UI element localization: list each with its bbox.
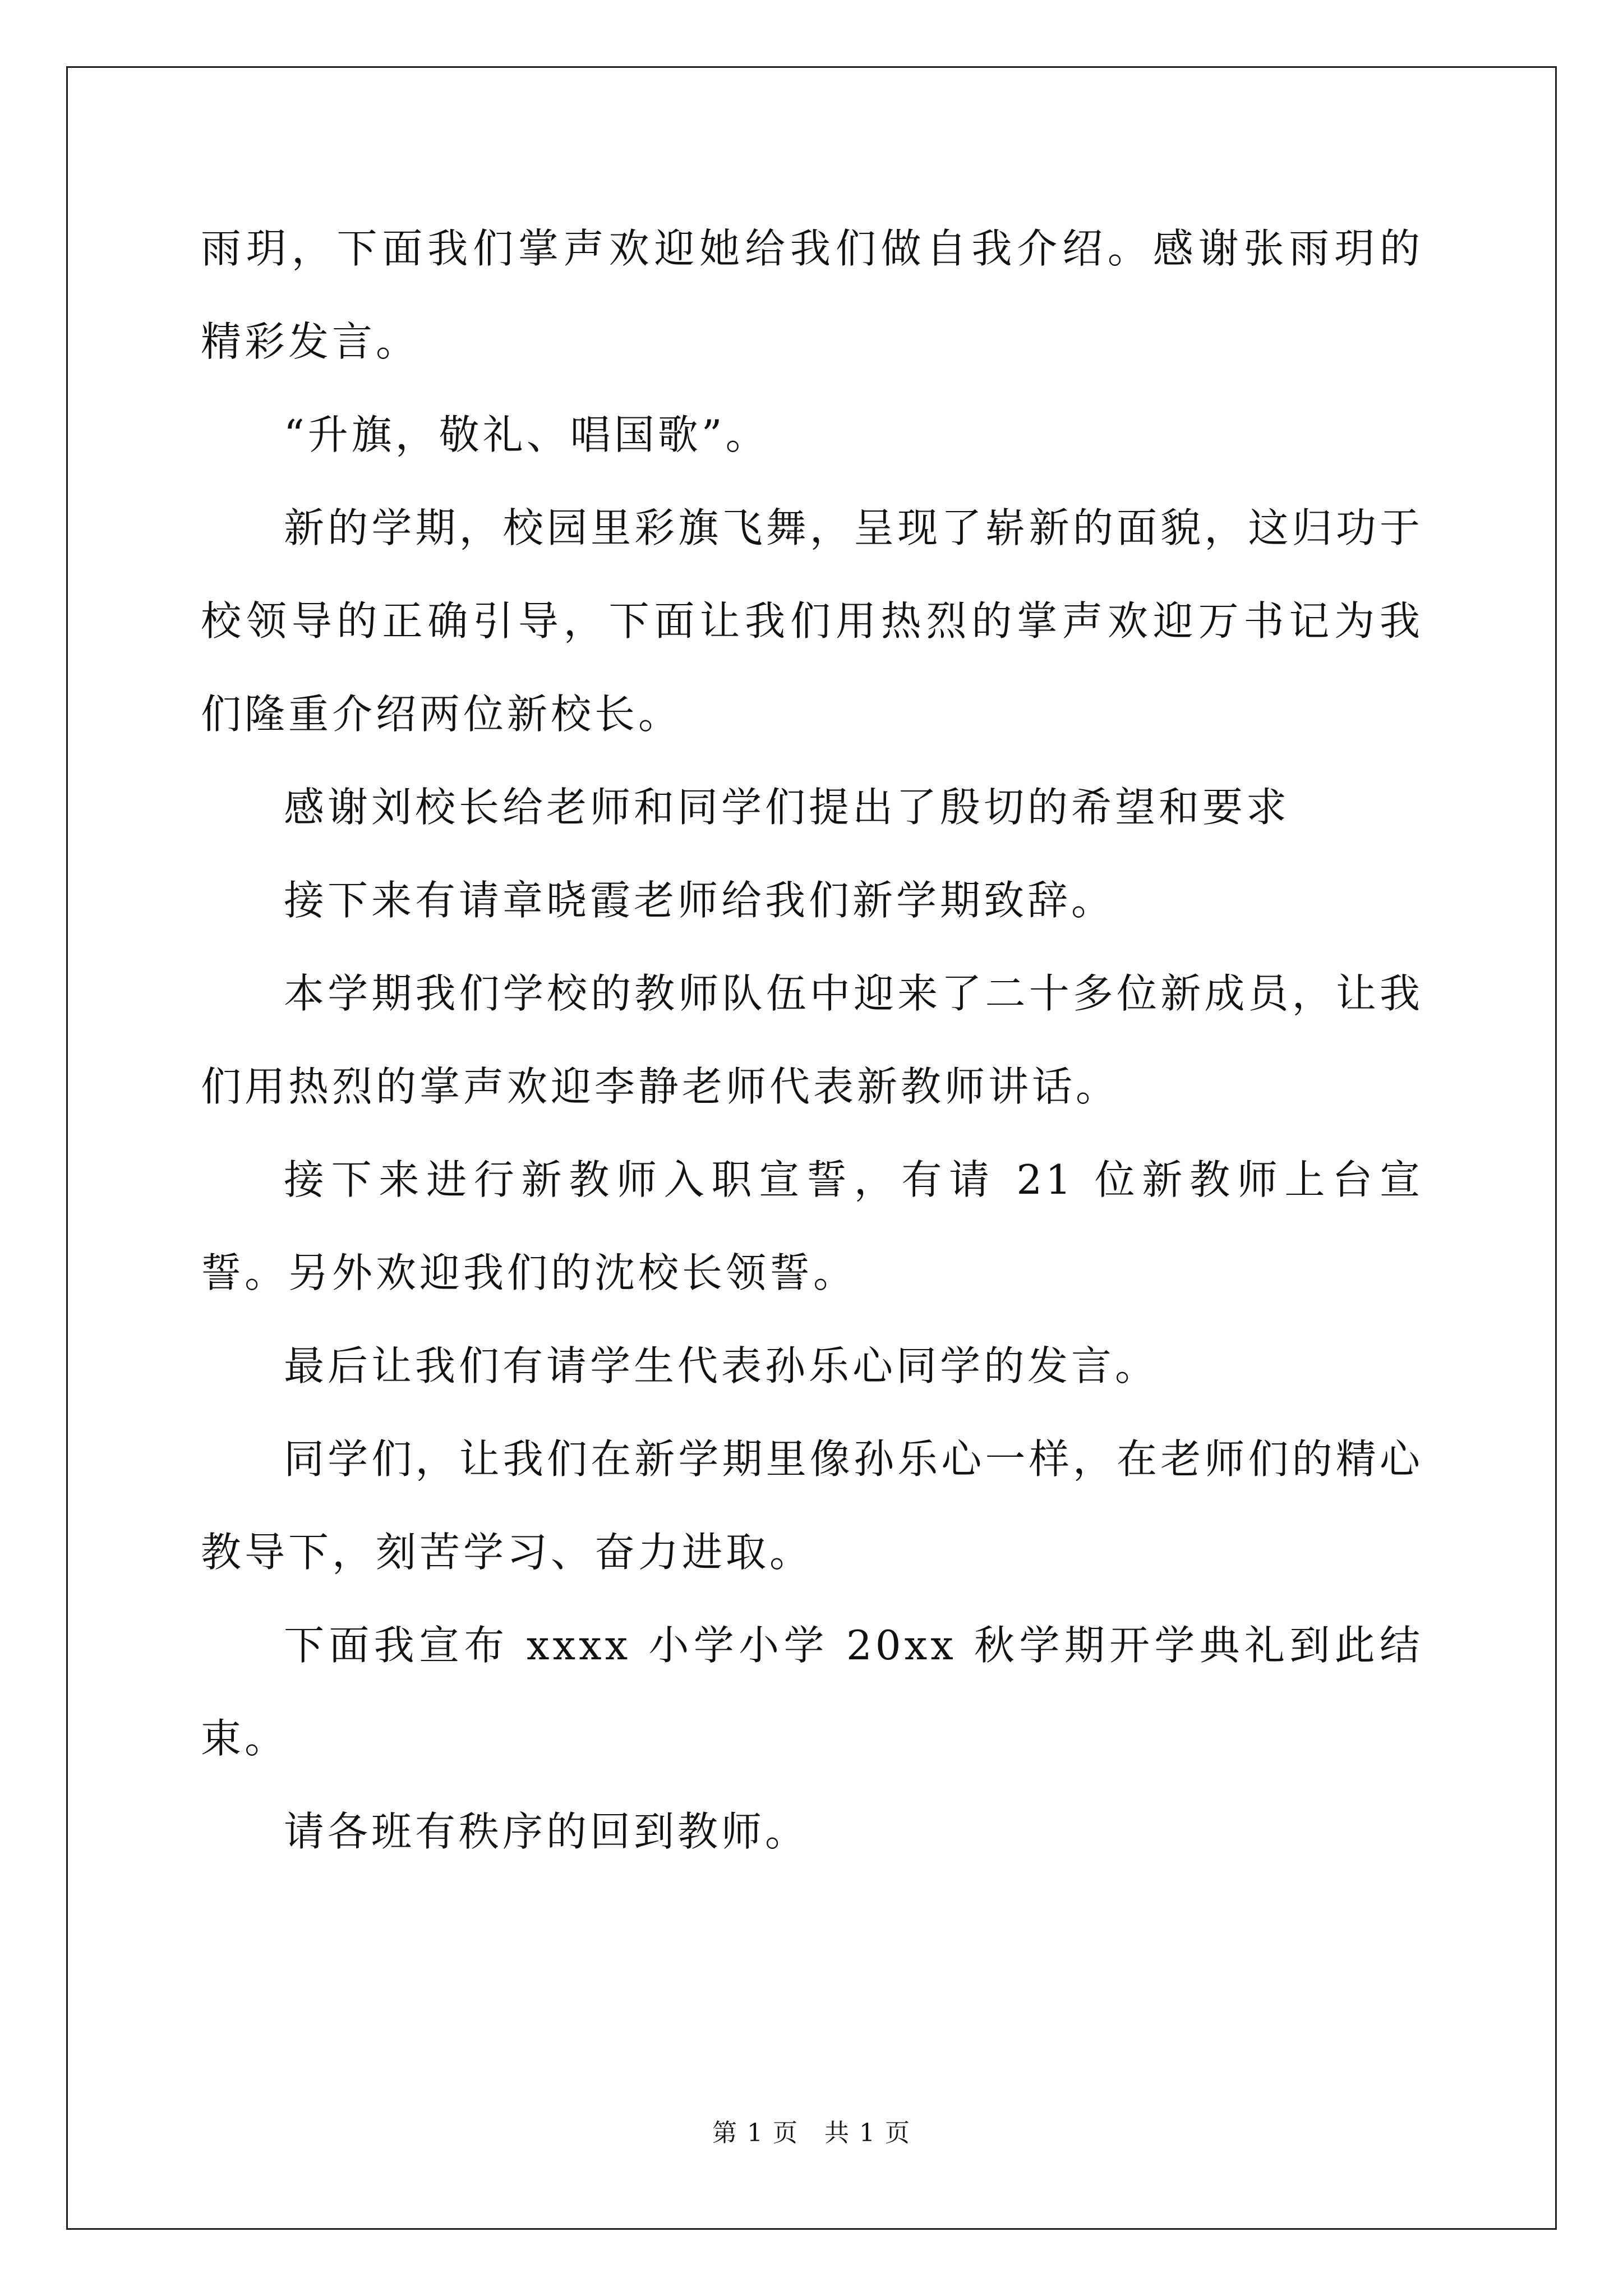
document-body xyxy=(201,202,1423,1878)
paragraph: 接下来进行新教师入职宣誓，有请 21 位新教师上台宣誓。另外欢迎我们的沈校长领誓。 xyxy=(201,1156,1423,1296)
paragraph: 新的学期，校园里彩旗飞舞，呈现了崭新的面貌，这归功于校领导的正确引导，下面让我们用热烈的掌声欢迎万书记为我们隆重介绍两位新校长。 xyxy=(201,504,1423,738)
paragraph: 请各班有秩序的回到教师。 xyxy=(284,1808,809,1855)
page-number-footer: 第 1 页 共 1 页 xyxy=(712,2119,911,2147)
paragraph: 接下来有请章晓霞老师给我们新学期致辞。 xyxy=(284,877,1115,924)
paragraph: 最后让我们有请学生代表孙乐心同学的发言。 xyxy=(284,1342,1159,1389)
paragraph: 同学们，让我们在新学期里像孙乐心一样，在老师们的精心教导下，刻苦学习、奋力进取。 xyxy=(201,1435,1423,1576)
paragraph: 下面我宣布 xxxx 小学小学 20xx 秋学期开学典礼到此结束。 xyxy=(201,1622,1423,1762)
paragraph: 本学期我们学校的教师队伍中迎来了二十多位新成员，让我们用热烈的掌声欢迎李静老师代表新教师讲话。 xyxy=(201,970,1423,1110)
paragraph: 感谢刘校长给老师和同学们提出了殷切的希望和要求 xyxy=(284,784,1290,831)
paragraph: 雨玥，下面我们掌声欢迎她给我们做自我介绍。感谢张雨玥的精彩发言。 xyxy=(201,225,1423,365)
paragraph: “升旗，敬礼、唱国歌”。 xyxy=(284,411,769,458)
